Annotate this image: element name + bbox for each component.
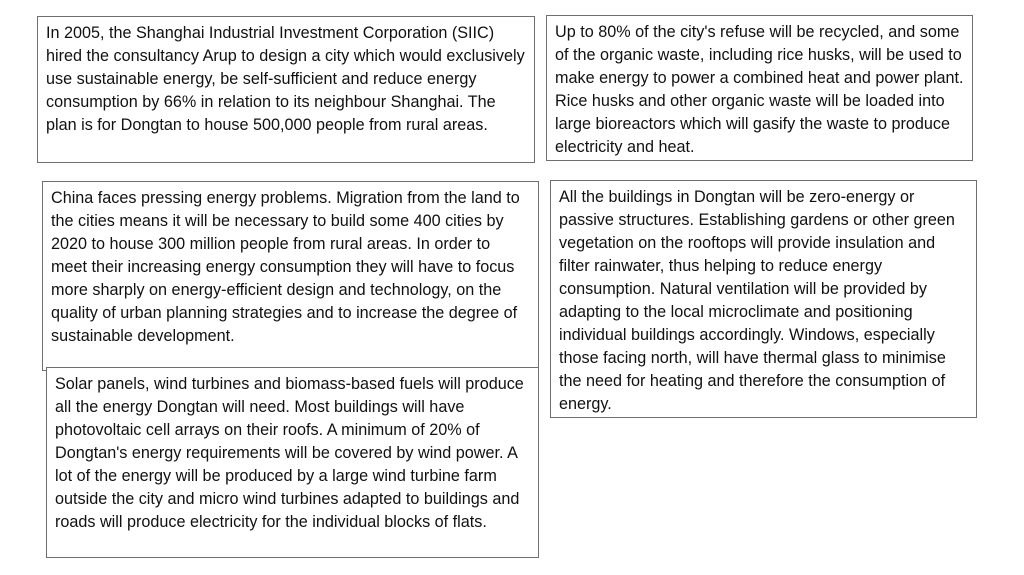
paragraph-text: Solar panels, wind turbines and biomass-based fuels will produce all the energy Dongtan will need. Most buildings will have photovoltaic cell arrays on their roofs. A minimum of 20% of Dongtan's energy requirements will be covered by wind power. A lot of the energy will be produced by a large wind turbine farm outside the city and micro wind turbines adapted to buildings and roads will produce electricity for the individual blocks of flats.	[55, 375, 524, 531]
text-box-refuse-recycling[interactable]	[546, 15, 973, 161]
text-box-zero-energy-buildings[interactable]	[550, 180, 977, 418]
paragraph-text: Up to 80% of the city's refuse will be recycled, and some of the organic waste, including rice husks, will be used to make energy to power a combined heat and power plant. Rice husks and other organic waste will be loaded into large bioreactors which will gasify the waste to produce electricity and heat.	[555, 23, 964, 156]
paragraph-text: In 2005, the Shanghai Industrial Investment Corporation (SIIC) hired the consultancy Arup to design a city which would exclusively use sustainable energy, be self-sufficient and reduce energy consumption by 66% in relation to its neighbour Shanghai. The plan is for Dongtan to house 500,000 people from rural areas.	[46, 24, 525, 134]
paragraph-text: All the buildings in Dongtan will be zero-energy or passive structures. Establishing gardens or other green vegetation on the rooftops will provide insulation and filter rainwater, thus helping to reduce energy consumption. Natural ventilation will be provided by adapting to the local microclimate and positioning individual buildings accordingly. Windows, especially those facing north, will have thermal glass to minimise the need for heating and therefore the consumption of energy.	[559, 188, 955, 413]
text-box-siic-dongtan-plan[interactable]	[37, 16, 535, 163]
text-box-renewable-energy-sources[interactable]	[46, 367, 539, 558]
paragraph-text: China faces pressing energy problems. Migration from the land to the cities means it will be necessary to build some 400 cities by 2020 to house 300 million people from rural areas. In order to meet their increasing energy consumption they will have to focus more sharply on energy-efficient design and technology, on the quality of urban planning strategies and to increase the degree of sustainable development.	[51, 189, 520, 345]
text-box-china-energy-problems[interactable]	[42, 181, 539, 371]
